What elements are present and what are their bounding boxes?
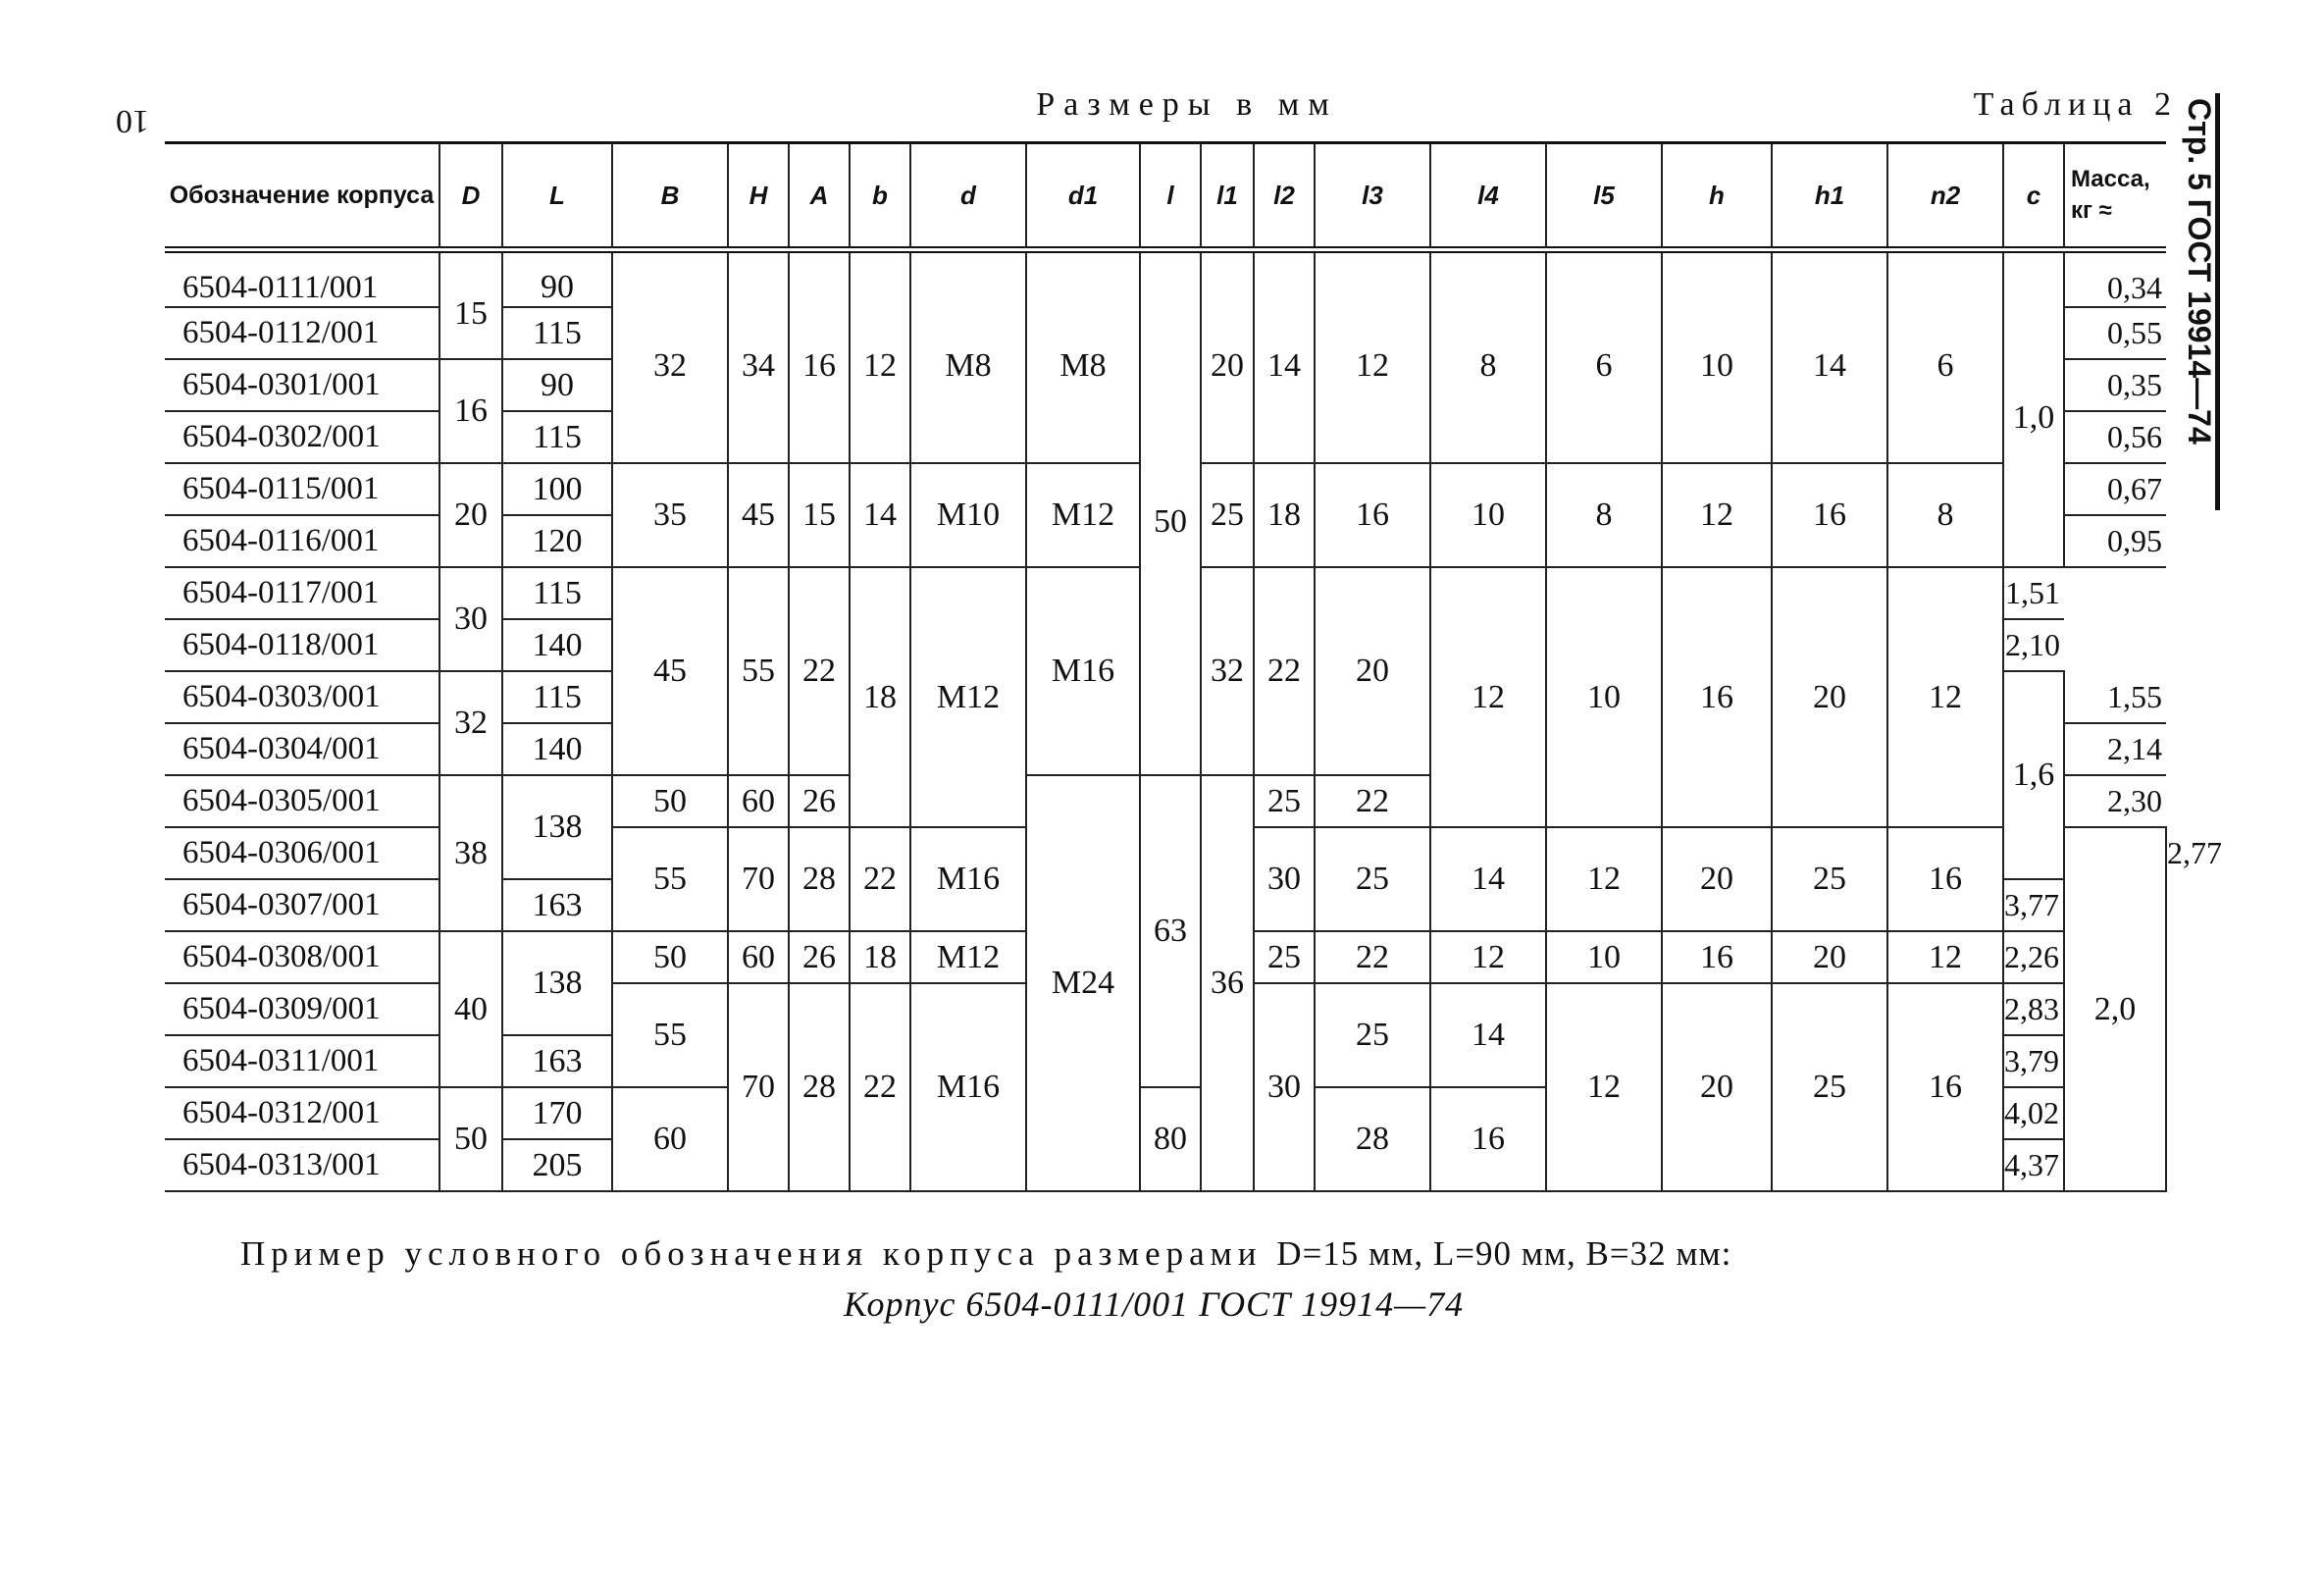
cell-l5: 8 (1546, 463, 1662, 567)
header-h: h (1662, 143, 1772, 250)
header-l: l (1140, 143, 1201, 250)
cell-h: 10 (1662, 250, 1772, 464)
cell-b: 18 (850, 931, 910, 983)
cell-l3: 25 (1315, 827, 1430, 931)
cell-l3: 28 (1315, 1087, 1430, 1191)
table-label: Таблица 2 (1973, 86, 2178, 123)
cell-l4: 16 (1430, 1087, 1546, 1191)
cell-l: 50 (1140, 250, 1201, 776)
table-row: 6504-0306/001 55 70 28 22 M16 30 25 14 12 20 25 16 2,0 2,77 (165, 827, 2166, 879)
cell-mass: 2,83 (2003, 983, 2064, 1035)
cell-B: 45 (612, 567, 728, 775)
cell-mass: 0,34 (2064, 250, 2166, 308)
header-l5: l5 (1546, 143, 1662, 250)
cell-mass: 0,55 (2064, 307, 2166, 359)
header-H: H (728, 143, 789, 250)
cell-c: 1,0 (2003, 250, 2064, 568)
cell-n2: 8 (1887, 463, 2003, 567)
cell-B: 50 (612, 931, 728, 983)
cell-B: 35 (612, 463, 728, 567)
cell-l2: 25 (1254, 775, 1315, 827)
cell-l1: 25 (1201, 463, 1254, 567)
table-header-row (165, 143, 2166, 250)
cell-h1: 20 (1772, 931, 1887, 983)
cell-L: 115 (502, 307, 612, 359)
header-mass: Масса, кг ≈ (2064, 143, 2166, 250)
cell-H: 60 (728, 775, 789, 827)
example-line (240, 1234, 1731, 1274)
cell-d: M10 (910, 463, 1026, 567)
cell-l: 80 (1140, 1087, 1201, 1191)
cell-name: 6504-0303/001 (165, 671, 439, 723)
cell-name: 6504-0309/001 (165, 983, 439, 1035)
cell-A: 26 (789, 775, 850, 827)
cell-L: 100 (502, 463, 612, 515)
cell-name: 6504-0308/001 (165, 931, 439, 983)
cell-L: 90 (502, 250, 612, 308)
cell-n2: 6 (1887, 250, 2003, 464)
cell-name: 6504-0112/001 (165, 307, 439, 359)
header-n2: n2 (1887, 143, 2003, 250)
cell-A: 28 (789, 983, 850, 1191)
cell-name: 6504-0313/001 (165, 1139, 439, 1191)
cell-d1: M16 (1026, 567, 1140, 775)
cell-l2: 30 (1254, 983, 1315, 1191)
cell-name: 6504-0305/001 (165, 775, 439, 827)
cell-name: 6504-0111/001 (165, 250, 439, 308)
cell-l4: 10 (1430, 463, 1546, 567)
cell-A: 28 (789, 827, 850, 931)
cell-l1: 36 (1201, 775, 1254, 1191)
cell-D: 50 (439, 1087, 502, 1191)
cell-mass: 4,02 (2003, 1087, 2064, 1139)
cell-l2: 22 (1254, 567, 1315, 775)
cell-L: 115 (502, 411, 612, 463)
cell-B: 32 (612, 250, 728, 464)
header-d1: d1 (1026, 143, 1140, 250)
cell-h: 20 (1662, 983, 1772, 1191)
cell-name: 6504-0311/001 (165, 1035, 439, 1087)
cell-l4: 8 (1430, 250, 1546, 464)
cell-mass: 0,67 (2064, 463, 2166, 515)
cell-B: 50 (612, 775, 728, 827)
cell-mass: 2,30 (2064, 775, 2166, 827)
header-B: B (612, 143, 728, 250)
cell-h1: 16 (1772, 463, 1887, 567)
cell-c: 1,6 (2003, 671, 2064, 879)
cell-name: 6504-0116/001 (165, 515, 439, 567)
example-values: D=15 мм, L=90 мм, B=32 мм: (1276, 1234, 1732, 1273)
side-header-text: Стр. 5 ГОСТ 19914—74 (2182, 98, 2217, 445)
cell-l4: 12 (1430, 567, 1546, 827)
header-name: Обозначение корпуса (165, 143, 439, 250)
cell-h: 16 (1662, 931, 1772, 983)
cell-l5: 10 (1546, 931, 1662, 983)
header-d: d (910, 143, 1026, 250)
cell-A: 16 (789, 250, 850, 464)
cell-mass: 3,77 (2003, 879, 2064, 931)
cell-mass: 0,35 (2064, 359, 2166, 411)
cell-d1: M24 (1026, 775, 1140, 1191)
cell-L: 138 (502, 931, 612, 1035)
header-c: c (2003, 143, 2064, 250)
cell-L: 115 (502, 671, 612, 723)
cell-mass: 4,37 (2003, 1139, 2064, 1191)
cell-b: 18 (850, 567, 910, 827)
cell-d1: M8 (1026, 250, 1140, 464)
cell-D: 40 (439, 931, 502, 1087)
header-A: A (789, 143, 850, 250)
cell-name: 6504-0118/001 (165, 619, 439, 671)
cell-d: M16 (910, 983, 1026, 1191)
cell-n2: 16 (1887, 827, 2003, 931)
cell-L: 140 (502, 723, 612, 775)
cell-d: M16 (910, 827, 1026, 931)
cell-h1: 14 (1772, 250, 1887, 464)
cell-h1: 25 (1772, 983, 1887, 1191)
cell-H: 55 (728, 567, 789, 775)
cell-l1: 20 (1201, 250, 1254, 464)
cell-b: 22 (850, 827, 910, 931)
cell-l5: 10 (1546, 567, 1662, 827)
header-h1: h1 (1772, 143, 1887, 250)
cell-n2: 12 (1887, 567, 2003, 827)
cell-l3: 16 (1315, 463, 1430, 567)
cell-B: 60 (612, 1087, 728, 1191)
cell-A: 26 (789, 931, 850, 983)
cell-mass: 1,55 (2064, 671, 2166, 723)
cell-b: 12 (850, 250, 910, 464)
cell-D: 38 (439, 775, 502, 931)
cell-d1: M12 (1026, 463, 1140, 567)
cell-l2: 30 (1254, 827, 1315, 931)
cell-mass: 2,14 (2064, 723, 2166, 775)
cell-mass: 2,10 (2003, 619, 2064, 671)
cell-B: 55 (612, 983, 728, 1087)
cell-l3: 12 (1315, 250, 1430, 464)
cell-l3: 25 (1315, 983, 1430, 1087)
cell-mass: 1,51 (2003, 567, 2064, 619)
cell-H: 70 (728, 983, 789, 1191)
cell-n2: 12 (1887, 931, 2003, 983)
header-L: L (502, 143, 612, 250)
cell-mass: 2,26 (2003, 931, 2064, 983)
cell-d: M12 (910, 931, 1026, 983)
cell-h: 16 (1662, 567, 1772, 827)
cell-mass: 3,79 (2003, 1035, 2064, 1087)
cell-D: 30 (439, 567, 502, 671)
cell-l5: 6 (1546, 250, 1662, 464)
cell-D: 16 (439, 359, 502, 463)
cell-l3: 22 (1315, 775, 1430, 827)
cell-H: 34 (728, 250, 789, 464)
example-designation: Корпус 6504-0111/001 ГОСТ 19914—74 (844, 1284, 1465, 1324)
side-header (2182, 98, 2247, 510)
cell-d: M12 (910, 567, 1026, 827)
cell-l2: 25 (1254, 931, 1315, 983)
cell-H: 70 (728, 827, 789, 931)
cell-l4: 12 (1430, 931, 1546, 983)
cell-H: 60 (728, 931, 789, 983)
table-row (165, 250, 2166, 308)
cell-name: 6504-0304/001 (165, 723, 439, 775)
cell-l3: 22 (1315, 931, 1430, 983)
cell-L: 205 (502, 1139, 612, 1191)
cell-l: 63 (1140, 775, 1201, 1087)
cell-n2: 16 (1887, 983, 2003, 1191)
cell-L: 120 (502, 515, 612, 567)
cell-name: 6504-0306/001 (165, 827, 439, 879)
cell-name: 6504-0302/001 (165, 411, 439, 463)
header-D: D (439, 143, 502, 250)
cell-name: 6504-0115/001 (165, 463, 439, 515)
cell-A: 15 (789, 463, 850, 567)
dimensions-caption: Размеры в мм (1036, 86, 1338, 123)
cell-h1: 20 (1772, 567, 1887, 827)
example-intro: Пример условного обозначения корпуса размерами (240, 1234, 1263, 1273)
cell-l5: 12 (1546, 827, 1662, 931)
cell-D: 20 (439, 463, 502, 567)
cell-mass: 0,56 (2064, 411, 2166, 463)
cell-mass: 0,95 (2064, 515, 2166, 567)
cell-h: 20 (1662, 827, 1772, 931)
header-l2: l2 (1254, 143, 1315, 250)
cell-name: 6504-0307/001 (165, 879, 439, 931)
cell-B: 55 (612, 827, 728, 931)
cell-l5: 12 (1546, 983, 1662, 1191)
cell-h1: 25 (1772, 827, 1887, 931)
cell-L: 170 (502, 1087, 612, 1139)
header-l3: l3 (1315, 143, 1430, 250)
cell-l4: 14 (1430, 827, 1546, 931)
cell-L: 90 (502, 359, 612, 411)
cell-D: 15 (439, 250, 502, 360)
cell-L: 115 (502, 567, 612, 619)
cell-d: M8 (910, 250, 1026, 464)
cell-l4: 14 (1430, 983, 1546, 1087)
cell-l2: 14 (1254, 250, 1315, 464)
cell-L: 163 (502, 879, 612, 931)
cell-l3: 20 (1315, 567, 1430, 775)
cell-b: 14 (850, 463, 910, 567)
header-l4: l4 (1430, 143, 1546, 250)
cell-L: 138 (502, 775, 612, 879)
header-b: b (850, 143, 910, 250)
cell-l2: 18 (1254, 463, 1315, 567)
cell-A: 22 (789, 567, 850, 775)
cell-name: 6504-0117/001 (165, 567, 439, 619)
cell-c: 2,0 (2064, 827, 2166, 1191)
cell-name: 6504-0312/001 (165, 1087, 439, 1139)
cell-l1: 32 (1201, 567, 1254, 775)
cell-H: 45 (728, 463, 789, 567)
cell-D: 32 (439, 671, 502, 775)
cell-name: 6504-0301/001 (165, 359, 439, 411)
cell-h: 12 (1662, 463, 1772, 567)
header-l1: l1 (1201, 143, 1254, 250)
cell-L: 140 (502, 619, 612, 671)
page-number: 10 (116, 103, 149, 139)
cell-L: 163 (502, 1035, 612, 1087)
cell-b: 22 (850, 983, 910, 1191)
